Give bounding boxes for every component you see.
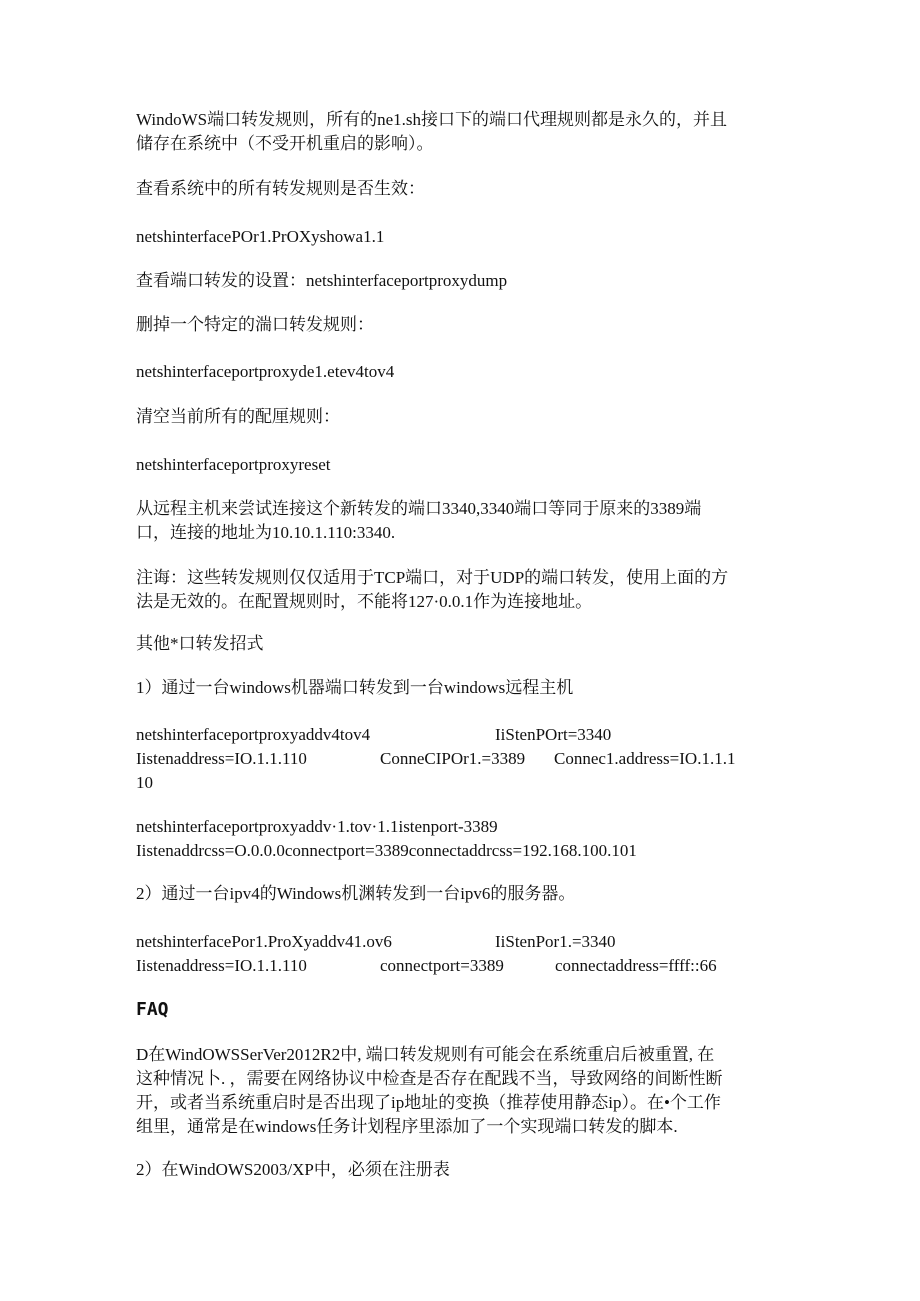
method2-command-block — [136, 930, 786, 978]
method1-title: 1）通过一台windows机器端口转发到一台windows远程主机 — [136, 678, 574, 697]
method2-connect-address: connectaddress=ffff::66 — [555, 956, 717, 975]
method1-cmd-part: netshinterfaceportproxyaddv4tov4 — [136, 725, 371, 744]
method2-listen-port: IiStenPor1.=3340 — [495, 932, 616, 951]
remote-test-paragraph — [136, 497, 786, 545]
method2-title: 2）通过一台ipv4的Windows机渊转发到一台ipv6的服务器。 — [136, 884, 576, 903]
remote-test-line-2: 口，连接的地址为10.10.1.110:3340. — [136, 523, 396, 542]
intro-line-2: 储存在系统中（不受开机重启的影响）。 — [136, 134, 434, 153]
method2-listen-address: Iistenaddress=IO.1.1.110 — [136, 956, 307, 975]
other-methods-title: 其他*口转发招式 — [136, 634, 264, 653]
method1-connect-port: ConneCIPOr1.=3389 — [380, 749, 526, 768]
method1-connect-address-cont: 10 — [136, 773, 153, 792]
remote-test-line-1: 从远程主机来尝试连接这个新转发的端口3340,3340端口等同于原来的3389端 — [136, 499, 702, 518]
intro-line-1: WindoWS端口转发规则，所有的ne1.sh接口下的端口代理规则都是永久的，并且 — [136, 110, 727, 129]
faq-item-1-line-1: D在WindOWSSerVer2012R2中, 端口转发规则有可能会在系统重启后被重置, 在 — [136, 1045, 715, 1064]
method1-listen-address: Iistenaddress=IO.1.1.110 — [136, 749, 307, 768]
faq-item-2: 2）在WindOWS2003/XP中，必须在注册表 — [136, 1160, 450, 1179]
method1-connect-address: Connec1.address=IO.1.1.1 — [554, 749, 736, 768]
note-line-2: 法是无效的。在配置规则时，不能将127·0.0.1作为连接地址。 — [136, 592, 593, 611]
faq-item-1-line-3: 开，或者当系统重启时是否出现了ip地址的变换（推荐使用静态ip）。在•个工作 — [136, 1093, 721, 1112]
view-settings-line: 查看端口转发的设置：netshinterfaceportproxydump — [136, 271, 508, 290]
clear-rules-label: 清空当前所有的配厘规则： — [136, 407, 340, 426]
intro-paragraph — [136, 108, 786, 156]
method1-cmd2-line-2: Iistenaddrcss=O.0.0.0connectport=3389connectaddrcss=192.168.100.101 — [136, 841, 637, 860]
check-all-label: 查看系统中的所有转发规则是否生效： — [136, 179, 425, 198]
faq-item-1 — [136, 1043, 786, 1139]
note-paragraph — [136, 566, 786, 614]
method1-command-2 — [136, 815, 786, 863]
faq-heading: FAQ — [136, 999, 169, 1020]
method1-command-block — [136, 723, 786, 795]
faq-item-1-line-4: 组里，通常是在windows任务计划程序里添加了一个实现端口转发的脚本. — [136, 1117, 678, 1136]
method2-connect-port: connectport=3389 — [380, 956, 504, 975]
clear-rules-command: netshinterfaceportproxyreset — [136, 455, 331, 474]
note-line-1: 注诲：这些转发规则仅仅适用于TCP端口，对于UDP的端口转发，使用上面的方 — [136, 568, 729, 587]
method2-cmd-part: netshinterfacePor1.ProXyaddv41.ov6 — [136, 932, 392, 951]
delete-rule-command: netshinterfaceportproxyde1.etev4tov4 — [136, 362, 395, 381]
method1-listen-port: IiStenPOrt=3340 — [495, 725, 612, 744]
method1-cmd2-line-1: netshinterfaceportproxyaddv·1.tov·1.1istenport-3389 — [136, 817, 498, 836]
faq-item-1-line-2: 这种情况卜. ，需要在网络协议中检查是否存在配践不当，导致网络的间断性断 — [136, 1069, 723, 1088]
check-all-command: netshinterfacePOr1.PrOXyshowa1.1 — [136, 227, 385, 246]
delete-rule-label: 删掉一个特定的湍口转发规则： — [136, 315, 374, 334]
